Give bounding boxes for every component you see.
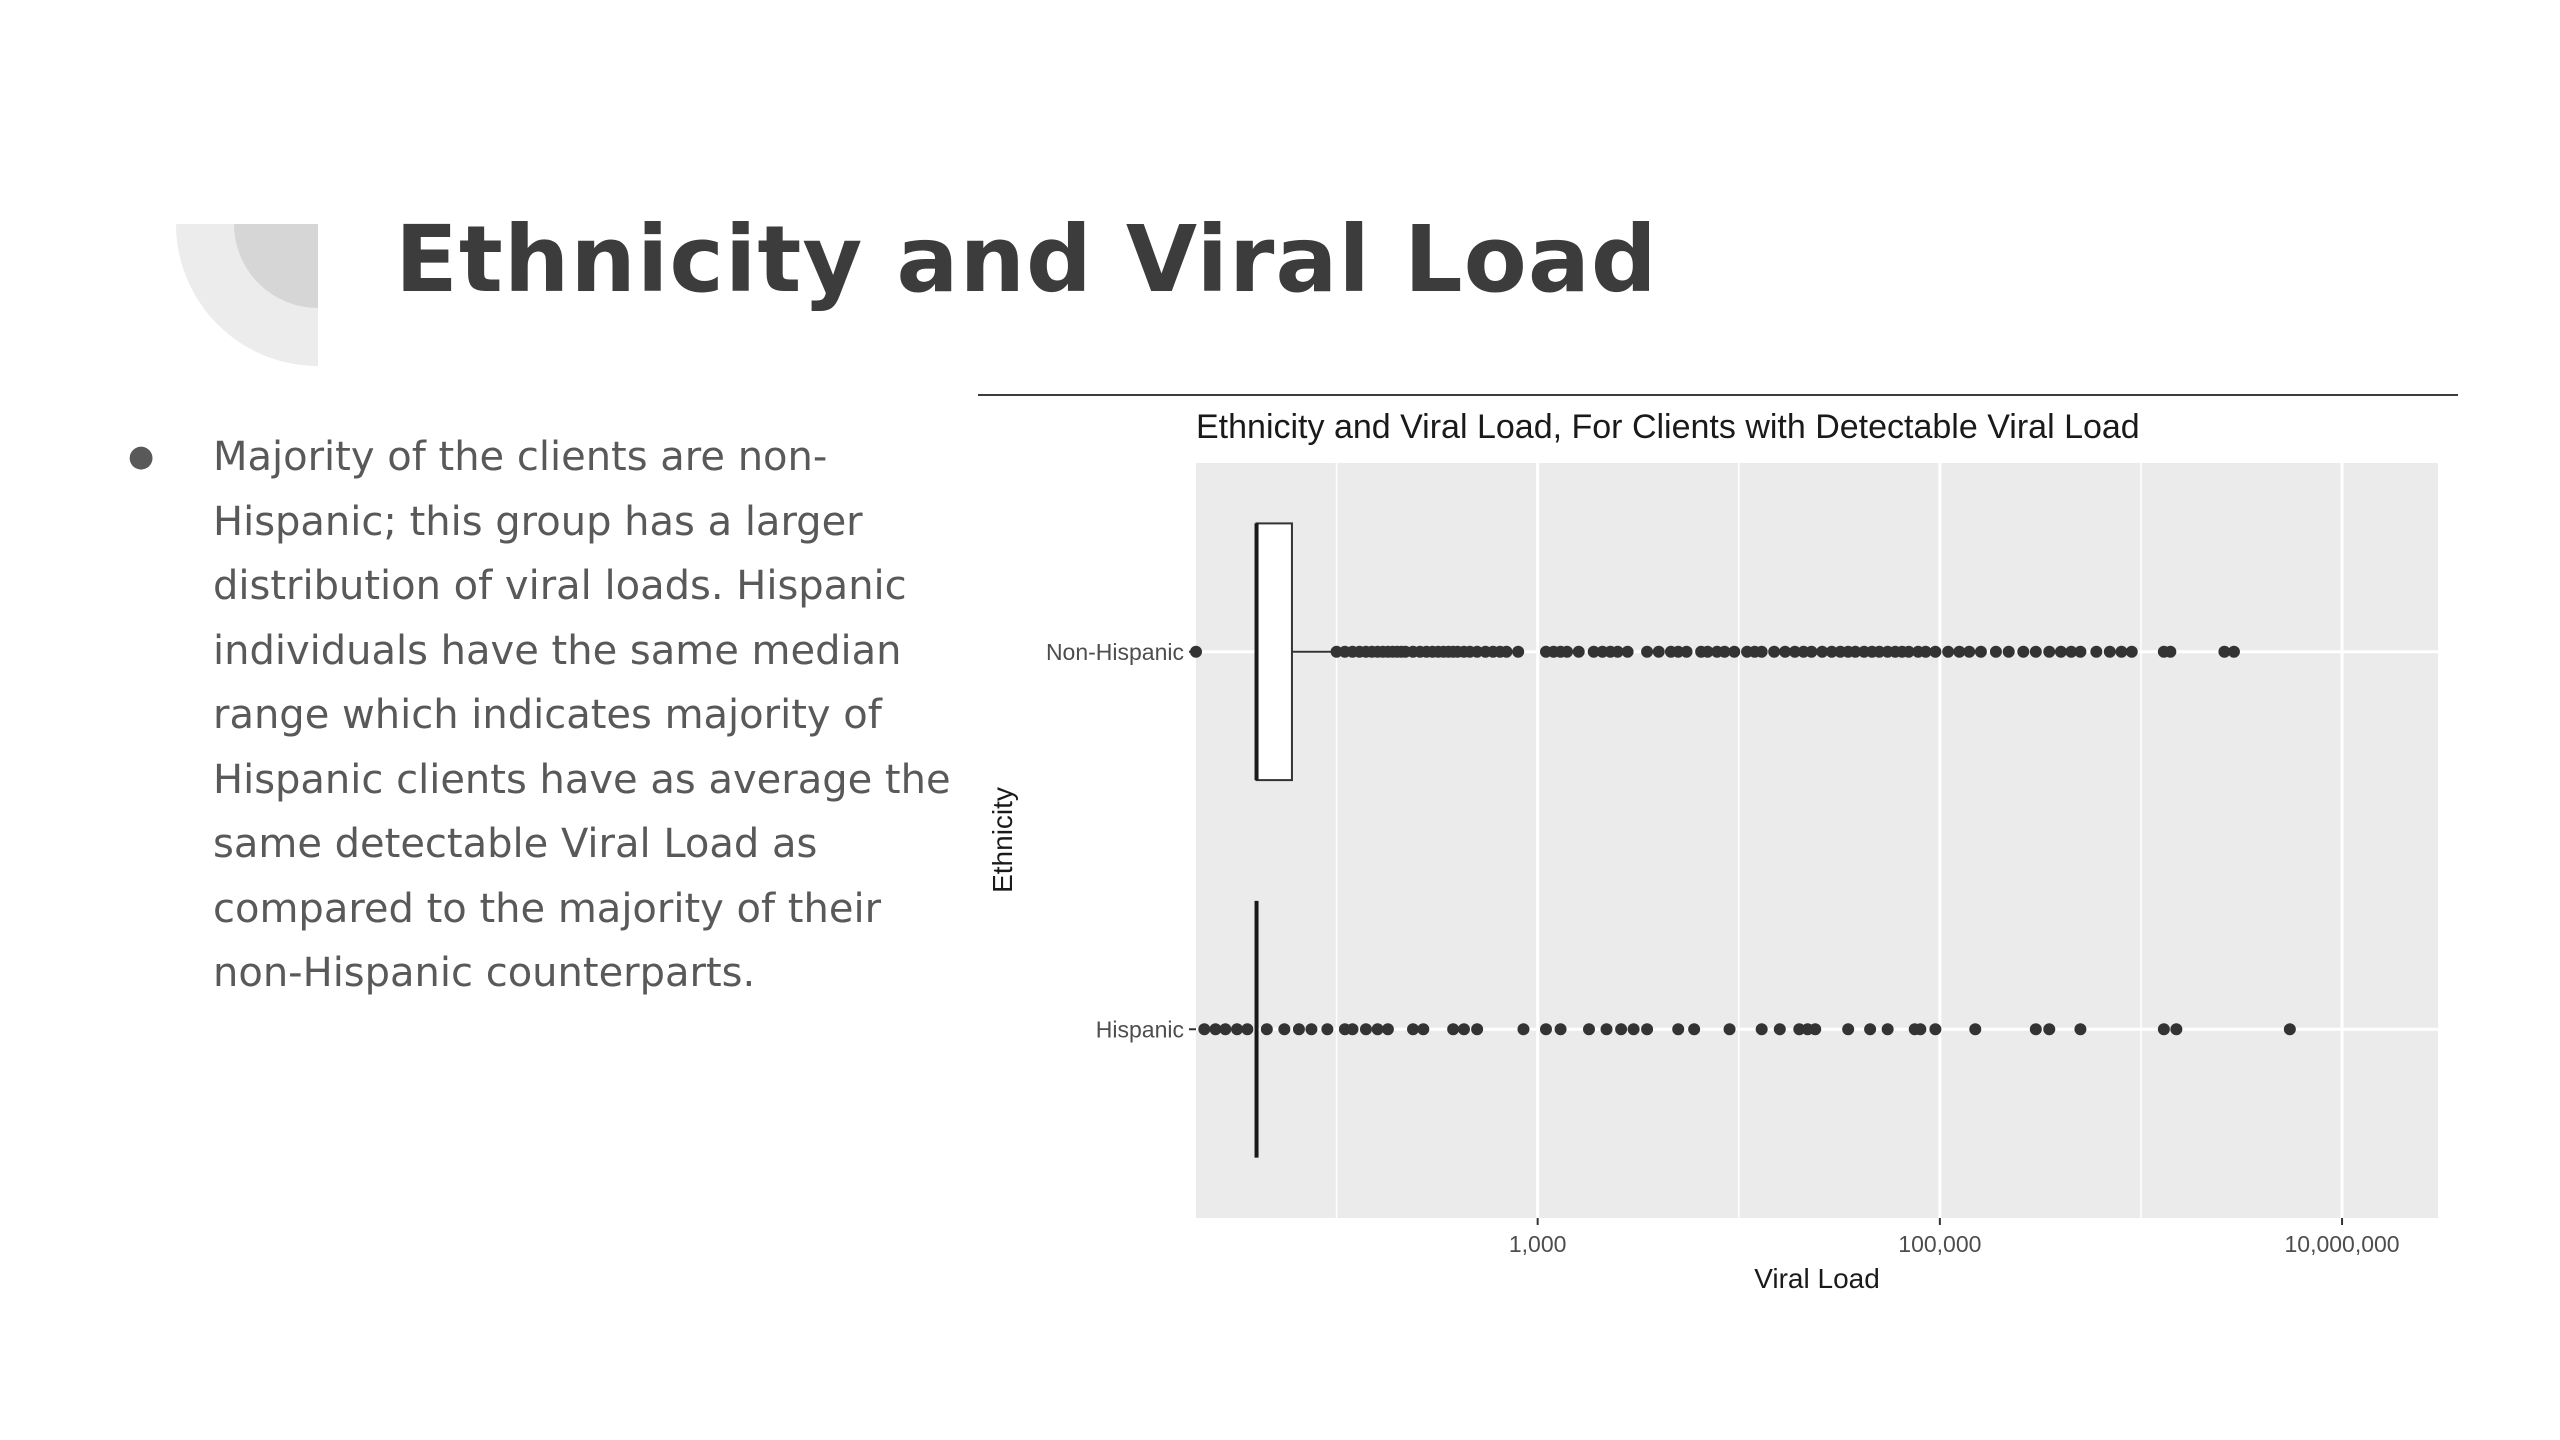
outlier-point-hispanic	[1842, 1023, 1854, 1035]
outlier-point-non-hispanic	[2030, 646, 2042, 658]
outlier-point-non-hispanic	[2115, 646, 2127, 658]
outlier-point-non-hispanic	[2126, 646, 2138, 658]
outlier-point-hispanic	[1864, 1023, 1876, 1035]
chart-title: Ethnicity and Viral Load, For Clients with Detectable Viral Load	[1196, 408, 2140, 446]
outlier-point-non-hispanic	[1573, 646, 1585, 658]
y-tick-label: Non-Hispanic	[1045, 638, 1184, 665]
outlier-point-hispanic	[1231, 1023, 1243, 1035]
outlier-point-non-hispanic	[2090, 646, 2102, 658]
outlier-point-hispanic	[1914, 1023, 1926, 1035]
slide-title: Ethnicity and Viral Load	[395, 206, 1658, 313]
outlier-point-hispanic	[1969, 1023, 1981, 1035]
outlier-point-non-hispanic	[1942, 646, 1954, 658]
outlier-point-non-hispanic	[1756, 646, 1768, 658]
outlier-point-non-hispanic	[2104, 646, 2116, 658]
outlier-point-non-hispanic	[1975, 646, 1987, 658]
outlier-point-hispanic	[1293, 1023, 1305, 1035]
outlier-point-hispanic	[1724, 1023, 1736, 1035]
outlier-point-non-hispanic	[1681, 646, 1693, 658]
outlier-point-hispanic	[1672, 1023, 1684, 1035]
outlier-point-non-hispanic	[2017, 646, 2029, 658]
outlier-point-hispanic	[2158, 1023, 2170, 1035]
bullet-text: Majority of the clients are non-Hispanic; this group has a larger distribution of viral loads. Hispanic individuals have the same median range which indicates majority of Hispanic clients have as average the same detectable Viral Load as compared to the majority of their non-Hispanic counterparts.	[213, 434, 951, 996]
outlier-point-hispanic	[1417, 1023, 1429, 1035]
outlier-point-non-hispanic	[1561, 646, 1573, 658]
boxplot-chart	[978, 398, 2458, 1318]
outlier-point-hispanic	[2074, 1023, 2086, 1035]
outlier-point-hispanic	[1305, 1023, 1317, 1035]
y-axis-ticks	[1046, 639, 1196, 1043]
outlier-point-hispanic	[1360, 1023, 1372, 1035]
outlier-point-hispanic	[1555, 1023, 1567, 1035]
outlier-point-hispanic	[1372, 1023, 1384, 1035]
outlier-point-non-hispanic	[2228, 646, 2240, 658]
outlier-point-hispanic	[2030, 1023, 2042, 1035]
outlier-point-hispanic	[1278, 1023, 1290, 1035]
outlier-point-hispanic	[1540, 1023, 1552, 1035]
bullet-item	[128, 425, 951, 1006]
outlier-point-non-hispanic	[1963, 646, 1975, 658]
outlier-point-hispanic	[2284, 1023, 2296, 1035]
outlier-point-hispanic	[1809, 1023, 1821, 1035]
y-tick-label: Hispanic	[1095, 1016, 1184, 1043]
x-axis-ticks	[1509, 1218, 2400, 1257]
outlier-point-non-hispanic	[2055, 646, 2067, 658]
outlier-point-hispanic	[1346, 1023, 1358, 1035]
outlier-point-hispanic	[1382, 1023, 1394, 1035]
outlier-point-hispanic	[1756, 1023, 1768, 1035]
outlier-point-non-hispanic	[2074, 646, 2086, 658]
bullet-list	[128, 425, 951, 1006]
outlier-point-hispanic	[1471, 1023, 1483, 1035]
outlier-point-non-hispanic	[1512, 646, 1524, 658]
outlier-point-non-hispanic	[1501, 646, 1513, 658]
outlier-point-hispanic	[1517, 1023, 1529, 1035]
outlier-point-hispanic	[1458, 1023, 1470, 1035]
decorative-quarter-circle-icon	[176, 224, 318, 366]
outlier-point-hispanic	[2043, 1023, 2055, 1035]
outlier-point-hispanic	[1447, 1023, 1459, 1035]
outlier-point-hispanic	[1321, 1023, 1333, 1035]
outlier-point-hispanic	[1601, 1023, 1613, 1035]
x-tick-label: 100,000	[1898, 1231, 1982, 1257]
outlier-point-hispanic	[1615, 1023, 1627, 1035]
outlier-point-non-hispanic	[1653, 646, 1665, 658]
outlier-point-non-hispanic	[1806, 646, 1818, 658]
plot-panel	[1196, 463, 2438, 1218]
x-tick-label: 1,000	[1508, 1231, 1567, 1257]
outlier-point-hispanic	[1261, 1023, 1273, 1035]
outlier-point-non-hispanic	[2043, 646, 2055, 658]
bullet-dot-icon: ●	[128, 439, 155, 474]
outlier-point-hispanic	[2170, 1023, 2182, 1035]
outlier-point-non-hispanic	[1929, 646, 1941, 658]
outlier-point-hispanic	[1198, 1023, 1210, 1035]
outlier-point-hispanic	[1882, 1023, 1894, 1035]
outlier-point-hispanic	[1241, 1023, 1253, 1035]
outlier-point-non-hispanic	[2164, 646, 2176, 658]
outlier-point-non-hispanic	[1768, 646, 1780, 658]
outlier-point-hispanic	[1774, 1023, 1786, 1035]
box-non-hispanic	[1257, 523, 1292, 780]
outlier-point-non-hispanic	[1622, 646, 1634, 658]
x-axis-label: Viral Load	[1754, 1263, 1880, 1294]
outlier-point-hispanic	[1688, 1023, 1700, 1035]
outlier-point-non-hispanic	[2003, 646, 2015, 658]
outlier-point-non-hispanic	[1641, 646, 1653, 658]
outlier-point-non-hispanic	[1728, 646, 1740, 658]
outlier-point-hispanic	[1929, 1023, 1941, 1035]
title-divider	[978, 394, 2458, 396]
outlier-point-hispanic	[1219, 1023, 1231, 1035]
outlier-point-hispanic	[1641, 1023, 1653, 1035]
outlier-point-hispanic	[1628, 1023, 1640, 1035]
y-axis-label: Ethnicity	[987, 787, 1018, 893]
x-tick-label: 10,000,000	[2284, 1231, 2400, 1257]
outlier-point-hispanic	[1407, 1023, 1419, 1035]
outlier-point-hispanic	[1583, 1023, 1595, 1035]
outlier-point-non-hispanic	[1990, 646, 2002, 658]
